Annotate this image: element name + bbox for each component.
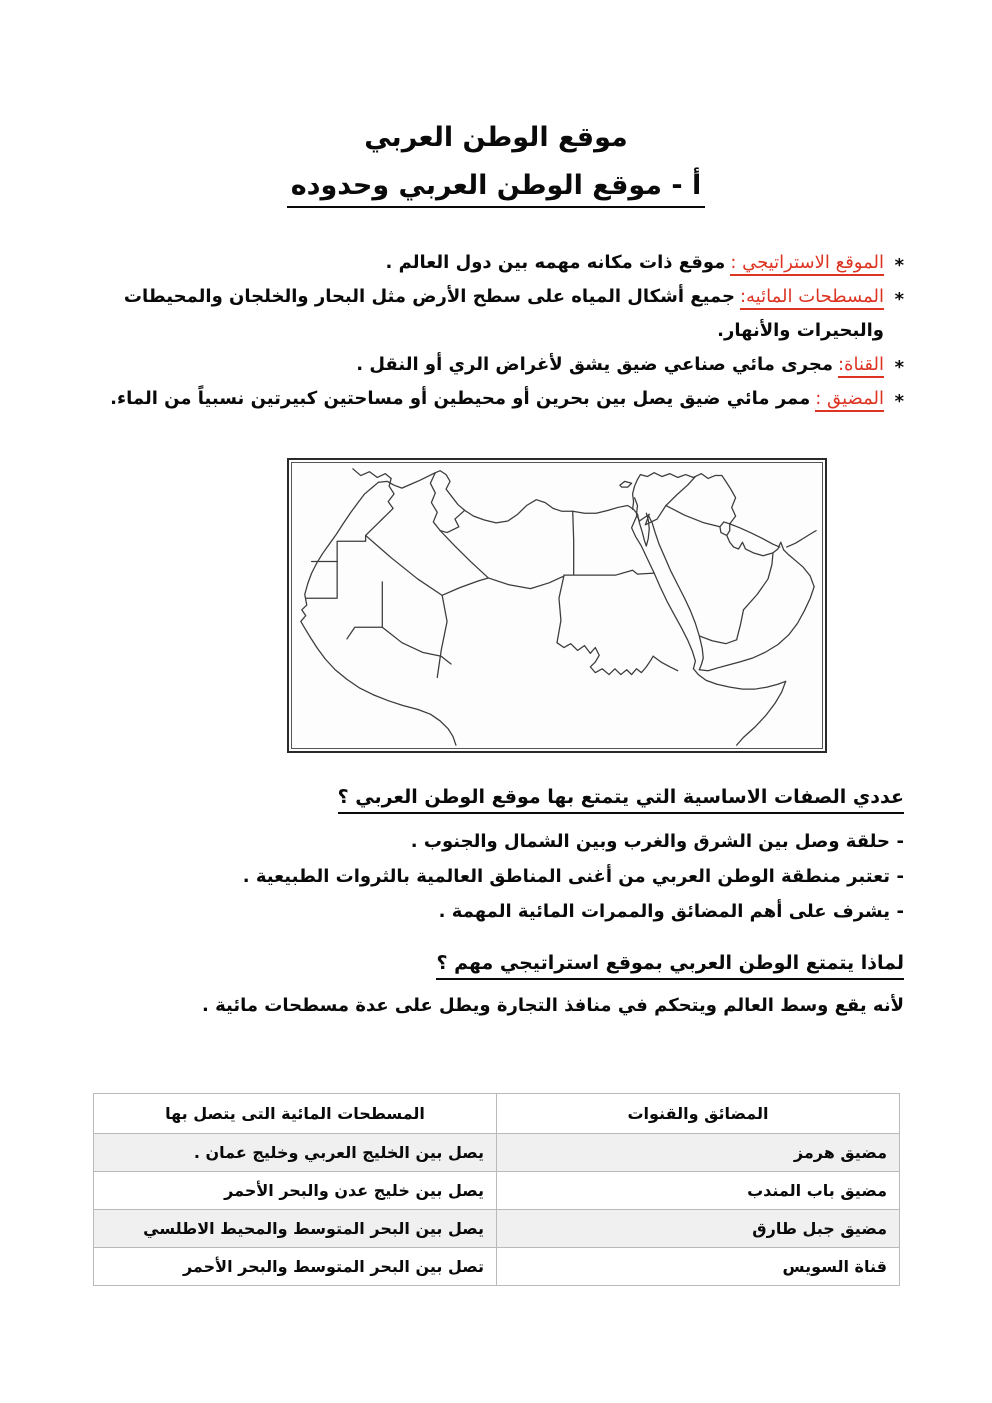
definition-text: ممر مائي ضيق يصل بين بحرين أو محيطين أو مساحتين كبيرتين نسبياً من الماء. xyxy=(110,388,811,409)
definition-text: موقع ذات مكانه مهمه بين دول العالم . xyxy=(385,252,726,273)
list-item-text: حلقة وصل بين الشرق والغرب وبين الشمال والجنوب . xyxy=(410,831,890,852)
strait-connects: تصل بين البحر المتوسط والبحر الأحمر xyxy=(94,1248,497,1286)
straits-canals-table xyxy=(93,1093,900,1286)
table-row xyxy=(94,1172,900,1210)
definition-text: مجرى مائي صناعي ضيق يشق لأغراض الري أو النقل . xyxy=(356,354,833,375)
question-section-features xyxy=(86,786,904,929)
definition-item xyxy=(86,280,904,348)
list-item-text: تعتبر منطقة الوطن العربي من أغنى المناطق العالمية بالثروات الطبيعية . xyxy=(242,866,890,887)
table-row xyxy=(94,1134,900,1172)
definition-text: جميع أشكال المياه على سطح الأرض مثل البحار والخلجان والمحيطات والبحيرات والأنهار. xyxy=(123,286,884,341)
question-section-strategic xyxy=(86,952,904,1023)
asterisk-bullet-icon: * xyxy=(894,255,904,276)
strait-name: مضيق هرمز xyxy=(497,1134,900,1172)
list-item xyxy=(86,859,904,894)
asterisk-bullet-icon: * xyxy=(894,391,904,412)
strait-name: مضيق باب المندب xyxy=(497,1172,900,1210)
question2-answer: لأنه يقع وسط العالم ويتحكم في منافذ التجارة ويطل على عدة مسطحات مائية . xyxy=(201,995,904,1016)
definition-term: الموقع الاستراتيجي : xyxy=(730,252,884,276)
dash-bullet-icon: - xyxy=(896,866,904,887)
strait-name: قناة السويس xyxy=(497,1248,900,1286)
arab-world-outline-map-svg xyxy=(292,463,822,748)
definition-term: المضيق : xyxy=(815,388,884,412)
column-header-waterbodies: المسطحات المائية التى يتصل بها xyxy=(94,1094,497,1134)
dash-bullet-icon: - xyxy=(896,831,904,852)
definition-term: المسطحات المائيه: xyxy=(740,286,884,310)
definition-item xyxy=(86,246,904,280)
question2-heading: لماذا يتمتع الوطن العربي بموقع استراتيجي مهم ؟ xyxy=(436,952,904,980)
arab-world-map-inner-frame xyxy=(291,462,823,749)
column-header-straits: المضائق والقنوات xyxy=(497,1094,900,1134)
definition-term: القناة: xyxy=(838,354,884,378)
arab-world-map xyxy=(287,458,827,753)
question1-heading: عددي الصفات الاساسية التي يتمتع بها موقع الوطن العربي ؟ xyxy=(338,786,904,814)
table-header-row xyxy=(94,1094,900,1134)
strait-connects: يصل بين خليج عدن والبحر الأحمر xyxy=(94,1172,497,1210)
table-row xyxy=(94,1210,900,1248)
list-item xyxy=(86,824,904,859)
strait-name: مضيق جبل طارق xyxy=(497,1210,900,1248)
page-subtitle: أ - موقع الوطن العربي وحدوده xyxy=(287,170,706,208)
asterisk-bullet-icon: * xyxy=(894,289,904,310)
page-title: موقع الوطن العربي xyxy=(364,122,628,153)
strait-connects: يصل بين الخليج العربي وخليج عمان . xyxy=(94,1134,497,1172)
page-subtitle-wrap xyxy=(0,170,992,208)
strait-connects: يصل بين البحر المتوسط والمحيط الاطلسي xyxy=(94,1210,497,1248)
asterisk-bullet-icon: * xyxy=(894,357,904,378)
list-item xyxy=(86,894,904,929)
question1-items xyxy=(86,824,904,929)
definition-item xyxy=(86,348,904,382)
definition-item xyxy=(86,382,904,416)
list-item-text: يشرف على أهم المضائق والممرات المائية المهمة . xyxy=(438,901,890,922)
table-row xyxy=(94,1248,900,1286)
dash-bullet-icon: - xyxy=(896,901,904,922)
definitions-list xyxy=(86,246,904,416)
